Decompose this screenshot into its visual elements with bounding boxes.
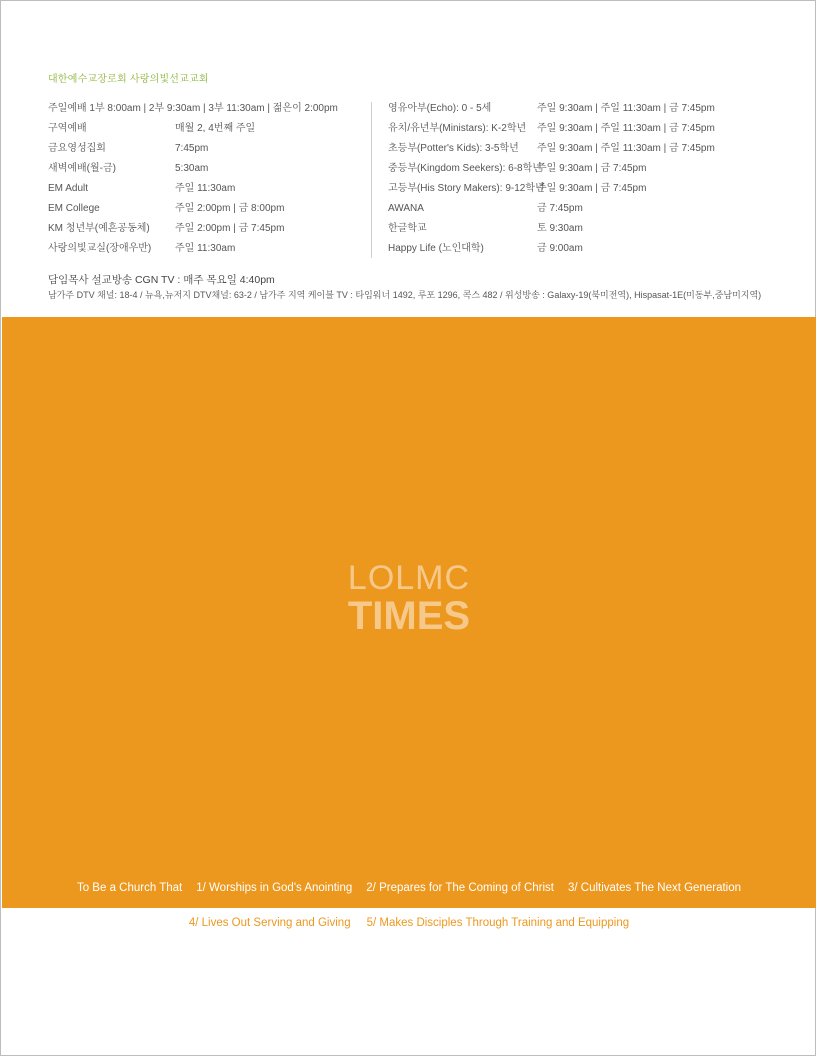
mission-statement-top [2, 882, 816, 894]
schedule-row [388, 221, 788, 241]
schedule-name: 중등부(Kingdom Seekers): 6-8학년 [388, 163, 542, 174]
column-divider [371, 102, 372, 258]
schedule-time: 주일 2:00pm | 금 8:00pm [175, 203, 285, 214]
schedule-name: 초등부(Potter's Kids): 3-5학년 [388, 143, 519, 154]
logo-line-2: TIMES [347, 594, 471, 638]
lolmc-times-logo [2, 560, 816, 636]
schedule-row [48, 101, 378, 121]
schedule-name: 유치/유년부(Ministars): K-2학년 [388, 123, 527, 134]
schedule-row [48, 241, 378, 261]
schedule-name: KM 청년부(예흔공동체) [48, 223, 150, 234]
schedule-row [388, 141, 788, 161]
schedule-time: 주일 2:00pm | 금 7:45pm [175, 223, 285, 234]
schedule-time: 금 7:45pm [537, 203, 583, 214]
schedule-name: 구역예배 [48, 123, 87, 134]
schedule-row [48, 121, 378, 141]
schedule-row [388, 121, 788, 141]
schedule-row [48, 221, 378, 241]
schedule-time: 5:30am [175, 163, 209, 174]
schedule-time: 토 9:30am [537, 223, 583, 234]
schedule-name: 사랑의빛교실(장애우반) [48, 243, 152, 254]
schedule-row [48, 141, 378, 161]
schedule-name: 금요영성집회 [48, 143, 106, 154]
mission-intro: To Be a Church That [76, 882, 183, 894]
mission-item: 3/ Cultivates The Next Generation [567, 882, 742, 894]
mission-item: 1/ Worships in God's Anointing [196, 882, 353, 894]
schedule-name: 한글학교 [388, 223, 427, 234]
schedule-name: EM Adult [48, 183, 89, 194]
schedule-time: 주일 9:30am | 금 7:45pm [537, 163, 647, 174]
schedule-row [388, 181, 788, 201]
schedule-name: EM College [48, 203, 100, 214]
schedule-time: 주일 9:30am | 주일 11:30am | 금 7:45pm [537, 103, 715, 114]
schedule-time: 금 9:00am [537, 243, 583, 254]
schedule-left [48, 101, 378, 261]
schedule-row [388, 241, 788, 261]
schedule-name: Happy Life (노인대학) [388, 243, 484, 254]
schedule-time: 주일 11:30am [175, 243, 236, 254]
mission-statement-bottom [1, 917, 816, 929]
schedule-time: 매월 2, 4번째 주일 [175, 123, 256, 134]
mission-item: 2/ Prepares for The Coming of Christ [366, 882, 554, 894]
schedule-row [388, 101, 788, 121]
schedule-row [388, 161, 788, 181]
schedule-row [48, 201, 378, 221]
logo-line-1: LOLMC [347, 559, 471, 597]
mission-item: 5/ Makes Disciples Through Training and Equipping [366, 917, 630, 929]
schedule-row [388, 201, 788, 221]
schedule-row [48, 161, 378, 181]
cover-orange-panel [2, 317, 816, 908]
schedule-row [48, 181, 378, 201]
schedule-right [388, 101, 788, 261]
schedule-name: 새벽예배(월-금) [48, 163, 116, 174]
schedule-name: 주일예배 1부 8:00am | 2부 9:30am | 3부 11:30am | 젊은이 2:00pm [48, 103, 338, 114]
broadcast-channels: 남가주 DTV 채널: 18-4 / 뉴욕,뉴저지 DTV채널: 63-2 / 남가주 지역 케이블 TV : 타임워너 1492, 루포 1296, 콕스 482 / 위성방송 : Galaxy-19(북미전역), Hispasat-1E(미동부,중남미지역) [48, 290, 762, 300]
mission-item: 4/ Lives Out Serving and Giving [188, 917, 351, 929]
church-name: 대한예수교장로회 사랑의빛선교교회 [48, 74, 209, 85]
schedule-time: 주일 9:30am | 금 7:45pm [537, 183, 647, 194]
schedule-name: 영유아부(Echo): 0 - 5세 [388, 103, 492, 114]
broadcast-info: 담임목사 설교방송 CGN TV : 매주 목요일 4:40pm [48, 274, 275, 286]
schedule-name: AWANA [388, 203, 424, 214]
schedule-time: 주일 11:30am [175, 183, 236, 194]
schedule-name: 고등부(His Story Makers): 9-12학년 [388, 183, 545, 194]
schedule-time: 7:45pm [175, 143, 209, 154]
schedule-time: 주일 9:30am | 주일 11:30am | 금 7:45pm [537, 143, 715, 154]
schedule-time: 주일 9:30am | 주일 11:30am | 금 7:45pm [537, 123, 715, 134]
